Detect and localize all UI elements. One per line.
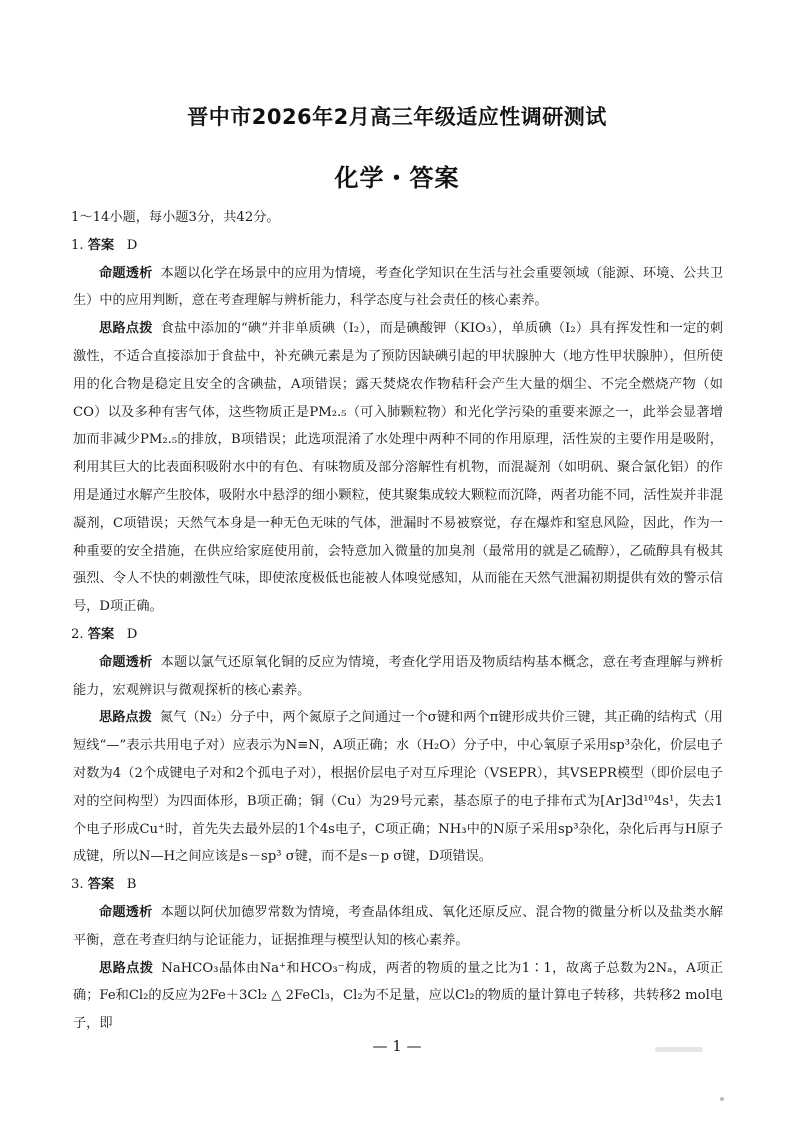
tip-text: 食盐中添加的“碘”并非单质碘（I₂），而是碘酸钾（KIO₃），单质碘（I₂）具有挥发性和一定的刺激性，不适合直接添加于食盐中，补充碘元素是为了预防因缺碘引起的甲状腺肿大（地方性甲状腺肿），但所使用的化合物是稳定且安全的含碘盐，A项错误；露天焚烧农作物秸秆会产生大量的烟尘、不完全燃烧产物（如CO）以及多种有害气体，这些物质正是PM₂.₅（可入肺颗粒物）和光化学污染的重要来源之一，此举会显著增加而非减少PM₂.₅的排放，B项错误；此选项混淆了水处理中两种不同的作用原理，活性炭的主要作用是吸附，利用其巨大的比表面积吸附水中的有色、有味物质及部分溶解性有机物，而混凝剂（如明矾、聚合氯化铝）的作用是通过水解产生胶体，吸附水中悬浮的细小颗粒，使其聚集成较大颗粒而沉降，两者功能不同，活性炭并非混凝剂，C项错误；天然气本身是一种无色无味的气体，泄漏时不易被察觉，存在爆炸和窒息风险，因此，作为一种重要的安全措施，在供应给家庭使用前，会特意加入微量的加臭剂（最常用的就是乙硫醇），乙硫醇具有极其强烈、令人不快的刺激性气味，即使浓度极低也能被人体嗅觉感知，从而能在天然气泄漏初期提供有效的警示信号，D项正确。 xyxy=(73,321,723,615)
insight-label: 命题透析 xyxy=(99,265,153,281)
question-block xyxy=(73,871,723,1038)
insight-paragraph xyxy=(73,899,723,955)
tip-label: 思路点拨 xyxy=(99,710,152,726)
answer-label: 答案 xyxy=(87,626,115,642)
insight-label: 命题透析 xyxy=(99,654,153,670)
tip-paragraph xyxy=(73,315,723,621)
question-block xyxy=(73,621,723,871)
answer-body xyxy=(73,204,723,1038)
question-number: 1. xyxy=(71,237,84,253)
scan-smudge xyxy=(655,1047,703,1052)
tip-paragraph xyxy=(73,704,723,871)
answer-value: B xyxy=(126,877,137,893)
insight-text: 本题以阿伏加德罗常数为情境，考查晶体组成、氧化还原反应、混合物的微量分析以及盐类水解平衡，意在考查归纳与论证能力，证据推理与模型认知的核心素养。 xyxy=(73,904,724,948)
question-header xyxy=(71,621,723,649)
answer-label: 答案 xyxy=(87,877,115,893)
answer-value: D xyxy=(126,626,138,642)
tip-text: 氮气（N₂）分子中，两个氮原子之间通过一个σ键和两个π键形成共价三键，其正确的结构式（用短线“—”表示共用电子对）应表示为N≡N，A项正确；水（H₂O）分子中，中心氧原子采用sp³杂化，价层电子对数为4（2个成键电子对和2个孤电子对），根据价层电子对互斥理论（VSEPR），其VSEPR模型（即价层电子对的空间构型）为四面体形，B项正确；铜（Cu）为29号元素，基态原子的电子排布式为[Ar]3d¹⁰4s¹，失去1个电子形成Cu⁺时，首先失去最外层的1个4s电子，C项正确；NH₃中的N原子采用sp³杂化，杂化后再与H原子成键，所以N—H之间应该是s－sp³ σ键，而不是s－p σ键，D项错误。 xyxy=(73,710,723,865)
question-header xyxy=(71,232,723,260)
exam-title: 晋中市2026年2月高三年级适应性调研测试 xyxy=(187,105,607,129)
tip-label: 思路点拨 xyxy=(99,321,153,337)
page-number: — 1 — xyxy=(372,1037,422,1055)
answer-subtitle: 化学・答案 xyxy=(334,164,460,192)
insight-paragraph xyxy=(73,260,723,316)
question-number: 3. xyxy=(71,877,84,893)
insight-paragraph xyxy=(73,649,723,705)
question-block xyxy=(73,232,723,621)
insight-label: 命题透析 xyxy=(99,904,153,920)
insight-text: 本题以化学在场景中的应用为情境，考查化学知识在生活与社会重要领域（能源、环境、公共卫生）中的应用判断，意在考查理解与辨析能力，科学态度与社会责任的核心素养。 xyxy=(73,265,724,309)
tip-paragraph xyxy=(73,955,723,1038)
tip-text: NaHCO₃晶体由Na⁺和HCO₃⁻构成，两者的物质的量之比为1∶1，故离子总数为2Nₐ，A项正确；Fe和Cl₂的反应为2Fe＋3Cl₂ △ 2FeCl₃，Cl₂为不足量，应以Cl₂的物质的量计算电子转移，共转移2 mol电子，即 xyxy=(73,960,724,1032)
scan-dot xyxy=(720,1097,724,1101)
question-number: 2. xyxy=(71,626,84,642)
answer-label: 答案 xyxy=(87,237,115,253)
answer-value: D xyxy=(126,237,138,253)
tip-label: 思路点拨 xyxy=(99,960,154,976)
question-header xyxy=(71,871,723,899)
insight-text: 本题以氯气还原氧化铜的反应为情境，考查化学用语及物质结构基本概念，意在考查理解与辨析能力，宏观辨识与微观探析的核心素养。 xyxy=(73,654,724,698)
scoring-intro: 1～14小题，每小题3分，共42分。 xyxy=(71,210,280,225)
